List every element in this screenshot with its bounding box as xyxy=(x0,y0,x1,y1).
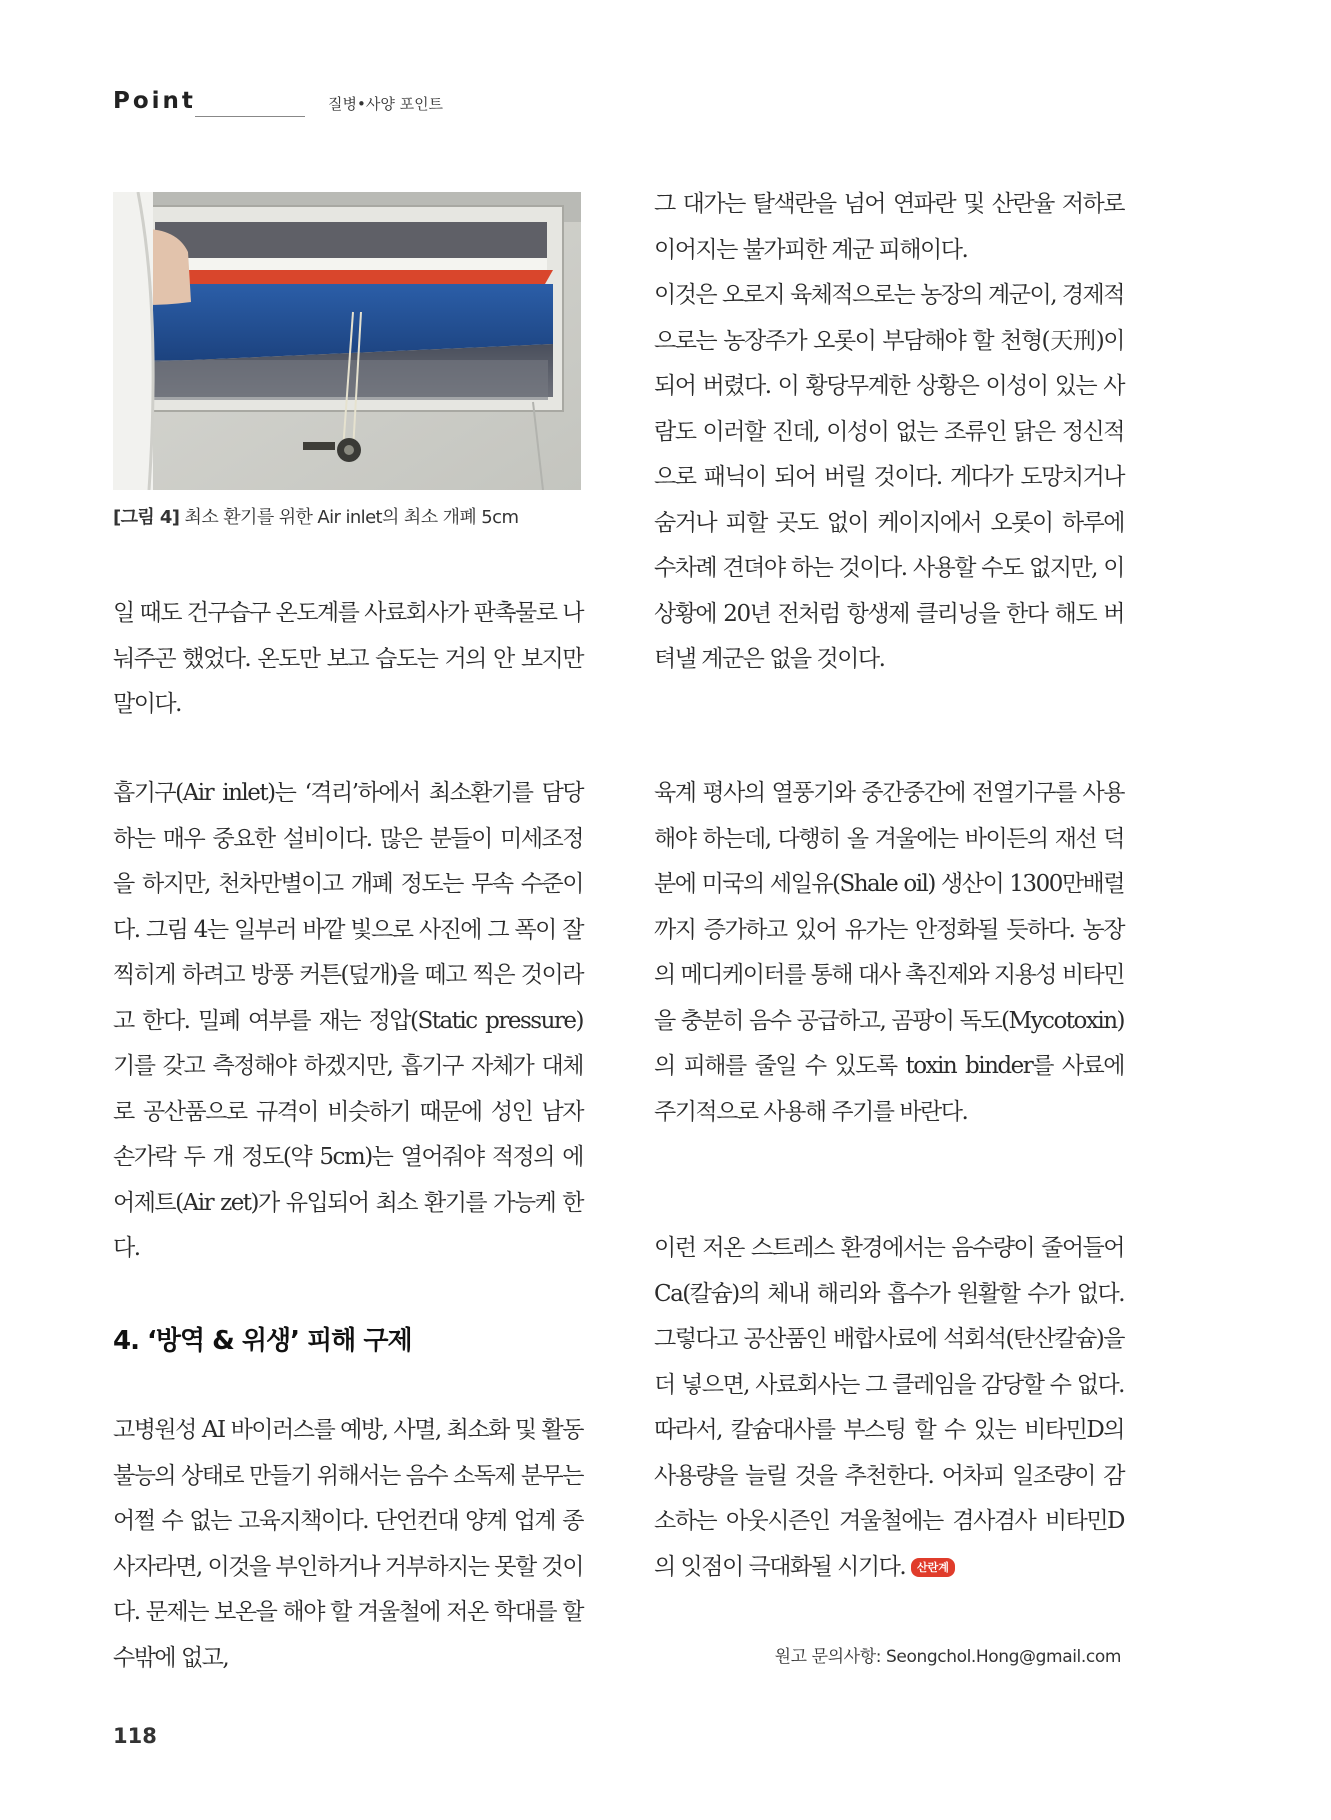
section-heading: 4. ‘방역 & 위생’ 피해 구제 xyxy=(113,1326,412,1356)
figure-caption xyxy=(113,503,593,529)
figure-caption-text: 최소 환기를 위한 Air inlet의 최소 개폐 5cm xyxy=(179,507,519,528)
figure-caption-label: [그림 4] xyxy=(113,507,180,528)
air-inlet-photo xyxy=(113,192,581,490)
left-paragraph-1: 일 때도 건구습구 온도계를 사료회사가 판촉물로 나눠주곤 했었다. 온도만 보고 습도는 거의 안 보지만 말이다. xyxy=(113,600,583,717)
category-badge: 산란계 xyxy=(911,1558,955,1577)
contact-email: 원고 문의사항: Seongchol.Hong@gmail.com xyxy=(774,1647,1121,1667)
right-paragraph-1: 그 대가는 탈색란을 넘어 연파란 및 산란율 저하로 이어지는 불가피한 계군 피해이다. xyxy=(654,191,1124,263)
page-number: 118 xyxy=(113,1724,157,1748)
left-paragraph-2: 흡기구(Air inlet)는 ‘격리’하에서 최소환기를 담당하는 매우 중요한 설비이다. 많은 분들이 미세조정을 하지만, 천차만별이고 개폐 정도는 무속 수준이다. 그림 4는 일부러 바깥 빛으로 사진에 그 폭이 잘 찍히게 하려고 방풍 커튼(덮개)을 떼고 찍은 것이라고 한다. 밀폐 여부를 재는 정압(Static pressure)기를 갖고 측정해야 하겠지만, 흡기구 자체가 대체로 공산품으로 규격이 비슷하기 때문에 성인 남자 손가락 두 개 정도(약 5cm)는 열어줘야 적정의 에어제트(Air zet)가 유입되어 최소 환기를 가능케 한다. xyxy=(113,780,583,1261)
right-paragraph-3: 육계 평사의 열풍기와 중간중간에 전열기구를 사용해야 하는데, 다행히 올 겨울에는 바이든의 재선 덕분에 미국의 세일유(Shale oil) 생산이 1300만배럴까지 증가하고 있어 유가는 안정화될 듯하다. 농장의 메디케이터를 통해 대사 촉진제와 지용성 비타민을 충분히 음수 공급하고, 곰팡이 독도(Mycotoxin)의 피해를 줄일 수 있도록 toxin binder를 사료에 주기적으로 사용해 주기를 바란다. xyxy=(654,780,1124,1125)
header-rule xyxy=(195,116,305,117)
right-paragraph-4 xyxy=(654,1226,1124,1590)
running-header xyxy=(113,88,533,128)
header-section: 질병•사양 포인트 xyxy=(328,95,444,113)
right-paragraph-4-text: 이런 저온 스트레스 환경에서는 음수량이 줄어들어 Ca(칼슘)의 체내 해리와 흡수가 원활할 수가 없다. 그렇다고 공산품인 배합사료에 석회석(탄산칼슘)을 더 넣으면, 사료회사는 그 클레임을 감당할 수 없다. 따라서, 칼슘대사를 부스팅 할 수 있는 비타민D의 사용량을 늘릴 것을 추천한다. 어차피 일조량이 감소하는 아웃시즌인 겨울철에는 겸사겸사 비타민D의 잇점이 극대화될 시기다. xyxy=(654,1235,1124,1580)
left-paragraph-3: 고병원성 AI 바이러스를 예방, 사멸, 최소화 및 활동 불능의 상태로 만들기 위해서는 음수 소독제 분무는 어쩔 수 없는 고육지책이다. 단언컨대 양계 업계 종사자라면, 이것을 부인하거나 거부하지는 못할 것이다. 문제는 보온을 해야 할 겨울철에 저온 학대를 할 수밖에 없고, xyxy=(113,1417,583,1671)
header-brand: Point xyxy=(113,88,196,114)
right-paragraph-2: 이것은 오로지 육체적으로는 농장의 계군이, 경제적으로는 농장주가 오롯이 부담해야 할 천형(天刑)이 되어 버렸다. 이 황당무계한 상황은 이성이 있는 사람도 이러할 진데, 이성이 없는 조류인 닭은 정신적으로 패닉이 되어 버릴 것이다. 게다가 도망치거나 숨거나 피할 곳도 없이 케이지에서 오롯이 하루에 수차례 견뎌야 하는 것이다. 사용할 수도 없지만, 이 상황에 20년 전처럼 항생제 클리닝을 한다 해도 버텨낼 계군은 없을 것이다. xyxy=(654,282,1124,672)
